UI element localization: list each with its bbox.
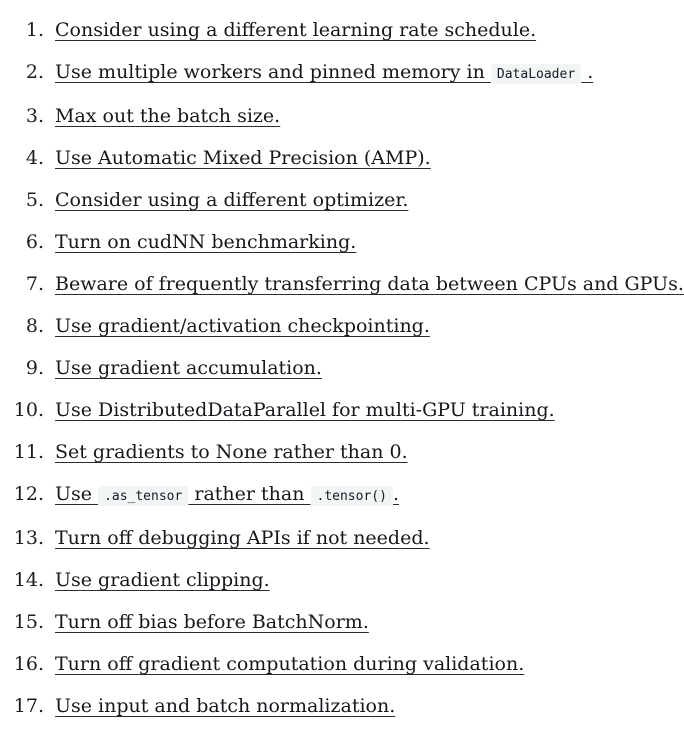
- tip-link-text: rather than: [188, 483, 311, 505]
- list-item-number: 9.: [25, 357, 44, 379]
- tip-link-text: Use gradient clipping.: [55, 569, 270, 591]
- list-item-number: 15.: [13, 611, 44, 633]
- list-item: [0, 609, 684, 636]
- list-item: [0, 651, 684, 678]
- list-item-number: 6.: [25, 231, 44, 253]
- tip-link-text: .: [392, 483, 399, 505]
- tip-link-text: Consider using a different optimizer.: [55, 189, 409, 211]
- tip-link[interactable]: [55, 357, 322, 379]
- list-item-number: 8.: [25, 315, 44, 337]
- list-item-number: 5.: [25, 189, 44, 211]
- list-item-number: 11.: [13, 441, 44, 463]
- list-item: [0, 481, 684, 510]
- list-item-number: 13.: [13, 527, 44, 549]
- inline-code: DataLoader: [491, 64, 581, 84]
- list-item: [0, 693, 684, 720]
- list-item-number: 12.: [13, 483, 44, 505]
- inline-code: .as_tensor: [98, 486, 188, 506]
- list-item: [0, 145, 684, 172]
- list-item-number: 7.: [25, 273, 44, 295]
- tip-link-text: Turn off debugging APIs if not needed.: [55, 527, 430, 549]
- tip-link-text: Turn on cudNN benchmarking.: [55, 231, 357, 253]
- tip-link-text: Use gradient accumulation.: [55, 357, 322, 379]
- tip-link[interactable]: [55, 483, 399, 505]
- tip-link-text: Turn off gradient computation during validation.: [55, 653, 525, 675]
- tip-link-text: Set gradients to None rather than 0.: [55, 441, 408, 463]
- tip-link-text: Consider using a different learning rate schedule.: [55, 19, 537, 41]
- tip-link[interactable]: [55, 189, 408, 211]
- tip-link[interactable]: [55, 105, 280, 127]
- list-item: [0, 271, 684, 298]
- tip-link-text: Use multiple workers and pinned memory in: [55, 61, 491, 83]
- tip-link[interactable]: [55, 147, 431, 169]
- tip-link-text: Use gradient/activation checkpointing.: [55, 315, 430, 337]
- list-item: [0, 59, 684, 88]
- list-item: [0, 355, 684, 382]
- tip-link[interactable]: [55, 19, 536, 41]
- list-item: [0, 397, 684, 424]
- tip-link[interactable]: [55, 231, 356, 253]
- tip-link-text: Max out the batch size.: [55, 105, 281, 127]
- list-item-number: 10.: [13, 399, 44, 421]
- list-item-number: 16.: [13, 653, 44, 675]
- tip-link-text: Use Automatic Mixed Precision (AMP).: [55, 147, 431, 169]
- list-item: [0, 229, 684, 256]
- list-item: [0, 103, 684, 130]
- inline-code: .tensor(): [311, 486, 393, 506]
- tip-link[interactable]: [55, 399, 555, 421]
- tip-link-text: Use: [55, 483, 99, 505]
- tip-link[interactable]: [55, 441, 408, 463]
- list-item-number: 2.: [25, 61, 44, 83]
- tip-link[interactable]: [55, 527, 430, 549]
- tip-link[interactable]: [55, 61, 593, 83]
- tip-link[interactable]: [55, 569, 270, 591]
- list-item: [0, 17, 684, 44]
- tip-link[interactable]: [55, 611, 369, 633]
- list-item: [0, 313, 684, 340]
- tip-link-text: Beware of frequently transferring data between CPUs and GPUs.: [55, 273, 684, 295]
- tip-link-text: Use input and batch normalization.: [55, 695, 396, 717]
- list-item-number: 3.: [25, 105, 44, 127]
- tip-link[interactable]: [55, 695, 395, 717]
- tip-link[interactable]: [55, 273, 684, 295]
- list-item-number: 14.: [13, 569, 44, 591]
- list-item: [0, 439, 684, 466]
- list-item: [0, 187, 684, 214]
- tip-link-text: Turn off bias before BatchNorm.: [55, 611, 369, 633]
- tip-link-text: Use DistributedDataParallel for multi-GPU training.: [55, 399, 555, 421]
- list-item: [0, 567, 684, 594]
- list-item-number: 1.: [25, 19, 44, 41]
- tip-link-text: .: [581, 61, 594, 83]
- list-item-number: 4.: [25, 147, 44, 169]
- list-item-number: 17.: [13, 695, 44, 717]
- list-item: [0, 525, 684, 552]
- tip-link[interactable]: [55, 315, 430, 337]
- tip-link[interactable]: [55, 653, 524, 675]
